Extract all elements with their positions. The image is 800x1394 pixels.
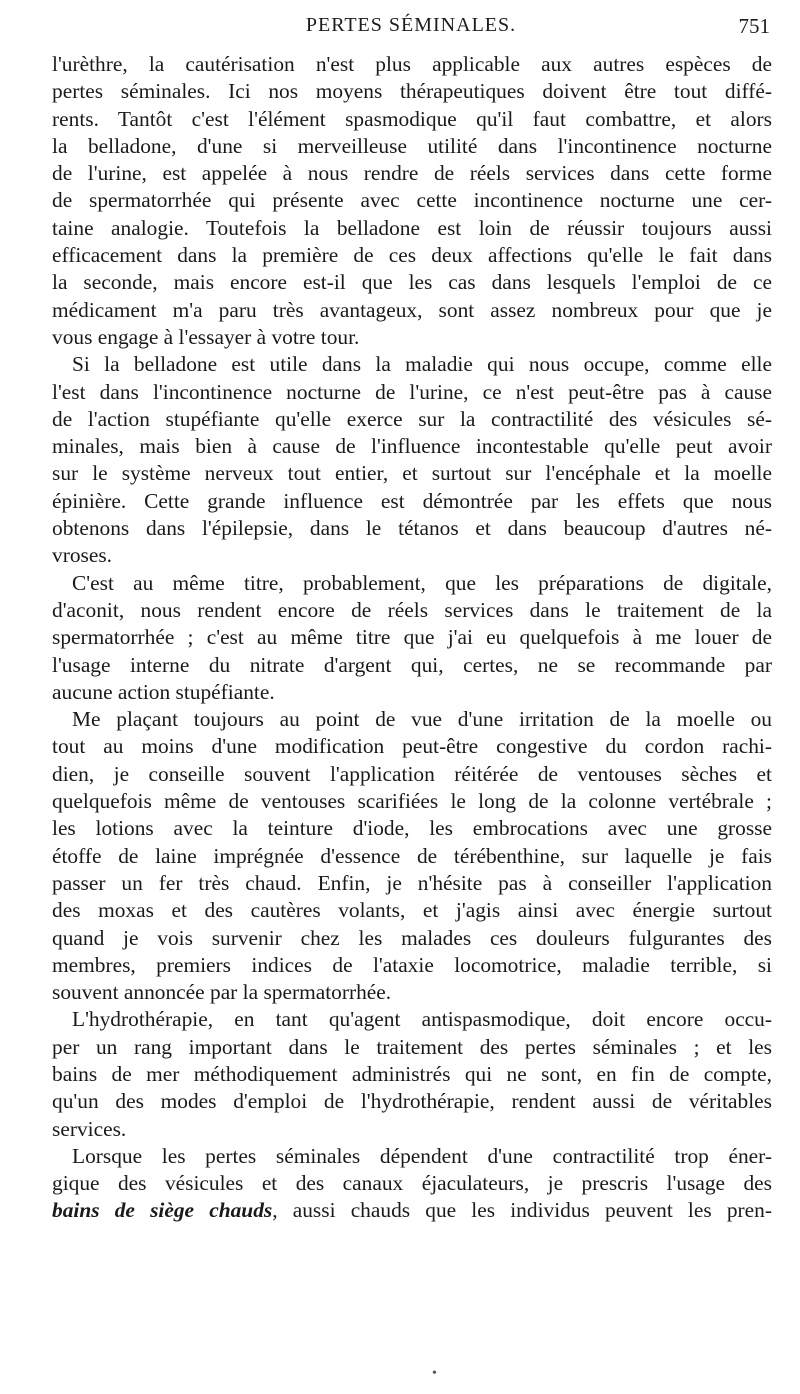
page-number: 751 [738, 14, 770, 38]
italic-phrase: bains de siège chauds [52, 1198, 273, 1223]
text-line: C'est au même titre, probablement, que les préparations de digitale, [72, 570, 772, 595]
text-line: L'hydrothérapie, en tant qu'agent antispasmodique, doit encore occu- [72, 1007, 772, 1032]
text-line: vous engage à l'essayer à votre tour. [52, 324, 360, 349]
line-remainder: , aussi chauds que les individus peuvent les pren- [272, 1198, 772, 1223]
text-line: services. [52, 1116, 127, 1141]
text-line: de l'urine, est appelée à nous rendre de réels services dans cette forme [52, 161, 772, 186]
text-line: per un rang important dans le traitement des pertes séminales ; et les [52, 1034, 772, 1059]
text-line: membres, premiers indices de l'ataxie locomotrice, maladie terrible, si [52, 952, 772, 977]
footer-mark: • [432, 1366, 437, 1381]
text-line: taine analogie. Toutefois la belladone est loin de réussir toujours aussi [52, 215, 772, 240]
text-line: minales, mais bien à cause de l'influence incontestable qu'elle peut avoir [52, 434, 772, 459]
text-line: Me plaçant toujours au point de vue d'une irritation de la moelle ou [72, 707, 772, 732]
body-text [52, 51, 772, 1225]
text-line: aucune action stupéfiante. [52, 679, 275, 704]
text-line: bains de mer méthodiquement administrés qui ne sont, en fin de compte, [52, 1061, 772, 1086]
text-line: l'urèthre, la cautérisation n'est plus applicable aux autres espèces de [52, 52, 772, 76]
text-line: sur le système nerveux tout entier, et surtout sur l'encéphale et la moelle [52, 461, 772, 486]
text-line: de spermatorrhée qui présente avec cette incontinence nocturne une cer- [52, 188, 772, 213]
text-line: spermatorrhée ; c'est au même titre que j'ai eu quelquefois à me louer de [52, 625, 772, 650]
text-line: quand je vois survenir chez les malades ces douleurs fulgurantes des [52, 925, 772, 950]
text-line: la seconde, mais encore est-il que les cas dans lesquels l'emploi de ce [52, 270, 772, 295]
text-line: pertes séminales. Ici nos moyens thérapeutiques doivent être tout diffé- [52, 79, 772, 104]
text-line: l'est dans l'incontinence nocturne de l'urine, ce n'est peut-être pas à cause [52, 379, 772, 404]
text-line: obtenons dans l'épilepsie, dans le tétanos et dans beaucoup d'autres né- [52, 516, 772, 541]
text-line-with-italic [52, 1197, 772, 1224]
text-line: rents. Tantôt c'est l'élément spasmodique qu'il faut combattre, et alors [52, 106, 772, 131]
text-line: l'usage interne du nitrate d'argent qui, certes, ne se recommande par [52, 652, 772, 677]
text-line: dien, je conseille souvent l'application réitérée de ventouses sèches et [52, 761, 772, 786]
text-line: souvent annoncée par la spermatorrhée. [52, 980, 392, 1005]
text-line: qu'un des modes d'emploi de l'hydrothérapie, rendent aussi de véritables [52, 1089, 772, 1114]
text-line: tout au moins d'une modification peut-être congestive du cordon rachi- [52, 734, 772, 759]
text-line: étoffe de laine imprégnée d'essence de térébenthine, sur laquelle je fais [52, 843, 772, 868]
text-line: vroses. [52, 543, 113, 568]
text-line: Lorsque les pertes séminales dépendent d'une contractilité trop éner- [72, 1143, 772, 1168]
text-line: médicament m'a paru très avantageux, sont assez nombreux pour que je [52, 297, 772, 322]
running-head [52, 14, 770, 44]
text-line: de l'action stupéfiante qu'elle exerce sur la contractilité des vésicules sé- [52, 406, 772, 431]
text-line: passer un fer très chaud. Enfin, je n'hésite pas à conseiller l'application [52, 870, 772, 895]
text-line: des moxas et des cautères volants, et j'agis ainsi avec énergie surtout [52, 898, 772, 923]
text-line: Si la belladone est utile dans la maladie qui nous occupe, comme elle [72, 352, 772, 377]
text-line: d'aconit, nous rendent encore de réels services dans le traitement de la [52, 597, 772, 622]
text-line: la belladone, d'une si merveilleuse utilité dans l'incontinence nocturne [52, 133, 772, 158]
text-line: efficacement dans la première de ces deux affections qu'elle le fait dans [52, 243, 772, 268]
text-line: épinière. Cette grande influence est démontrée par les effets que nous [52, 488, 772, 513]
text-line: les lotions avec la teinture d'iode, les embrocations avec une grosse [52, 816, 772, 841]
running-title: PERTES SÉMINALES. [305, 14, 517, 36]
text-line: quelquefois même de ventouses scarifiées le long de la colonne vertébrale ; [52, 789, 772, 814]
text-line: gique des vésicules et des canaux éjaculateurs, je prescris l'usage des [52, 1171, 772, 1196]
